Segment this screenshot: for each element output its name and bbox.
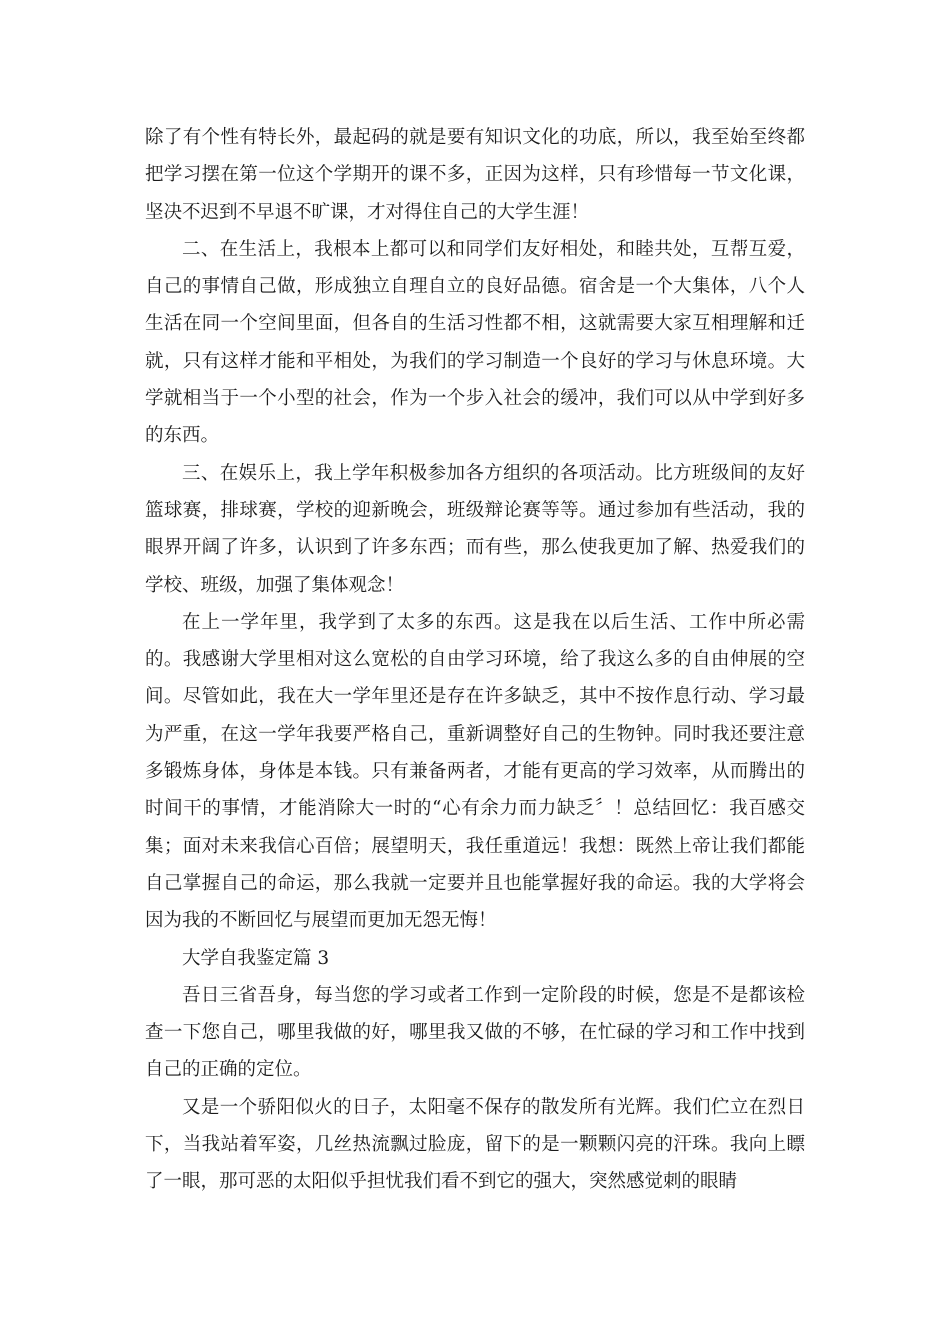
paragraph-summary: 在上一学年里，我学到了太多的东西。这是我在以后生活、工作中所必需的。我感谢大学里相对这么宽松的自由学习环境，给了我这么多的自由伸展的空间。尽管如此，我在大一学年里还是存在许多缺乏，其中不按作息行动、学习最为严重，在这一学年我要严格自己，重新调整好自己的生物钟。同时我还要注意多锻炼身体，身体是本钱。只有兼备两者，才能有更高的学习效率，从而腾出的时间干的事情，才能消除大一时的“心有余力而力缺乏〞！总结回忆：我百感交集；面对未来我信心百倍；展望明天，我任重道远！我想：既然上帝让我们都能自己掌握自己的命运，那么我就一定要并且也能掌握好我的命运。我的大学将会因为我的不断回忆与展望而更加无怨无悔！ [145,611,805,932]
paragraph-self-reflection: 吾日三省吾身，每当您的学习或者工作到一定阶段的时候，您是不是都该检查一下您自己，哪里我做的好，哪里我又做的不够，在忙碌的学习和工作中找到自己的正确的定位。 [145,984,805,1081]
paragraph-study: 除了有个性有特长外，最起码的就是要有知识文化的功底，所以，我至始至终都把学习摆在第一位这个学期开的课不多，正因为这样，只有珍惜每一节文化课，坚决不迟到不早退不旷课，才对得住自己的大学生涯！ [145,127,805,223]
paragraph-entertainment: 三、在娱乐上，我上学年积极参加各方组织的各项活动。比方班级间的友好篮球赛，排球赛，学校的迎新晚会，班级辩论赛等等。通过参加有些活动，我的眼界开阔了许多，认识到了许多东西；而有些，那么使我更加了解、热爱我们的学校、班级，加强了集体观念！ [145,462,805,596]
document-body [145,119,805,1201]
paragraph-military-training: 又是一个骄阳似火的日子，太阳毫不保存的散发所有光辉。我们伫立在烈日下，当我站着军姿，几丝热流飘过脸庞，留下的是一颗颗闪亮的汗珠。我向上瞟了一眼，那可恶的太阳似乎担忧我们看不到它的强大，突然感觉刺的眼睛 [145,1096,805,1193]
section-heading: 大学自我鉴定篇 3 [182,947,330,969]
paragraph-life: 二、在生活上，我根本上都可以和同学们友好相处，和睦共处，互帮互爱，自己的事情自己做，形成独立自理自立的良好品德。宿舍是一个大集体，八个人生活在同一个空间里面，但各自的生活习性都不相，这就需要大家互相理解和迁就，只有这样才能和平相处，为我们的学习制造一个良好的学习与休息环境。大学就相当于一个小型的社会，作为一个步入社会的缓冲，我们可以从中学到好多的东西。 [145,238,805,447]
